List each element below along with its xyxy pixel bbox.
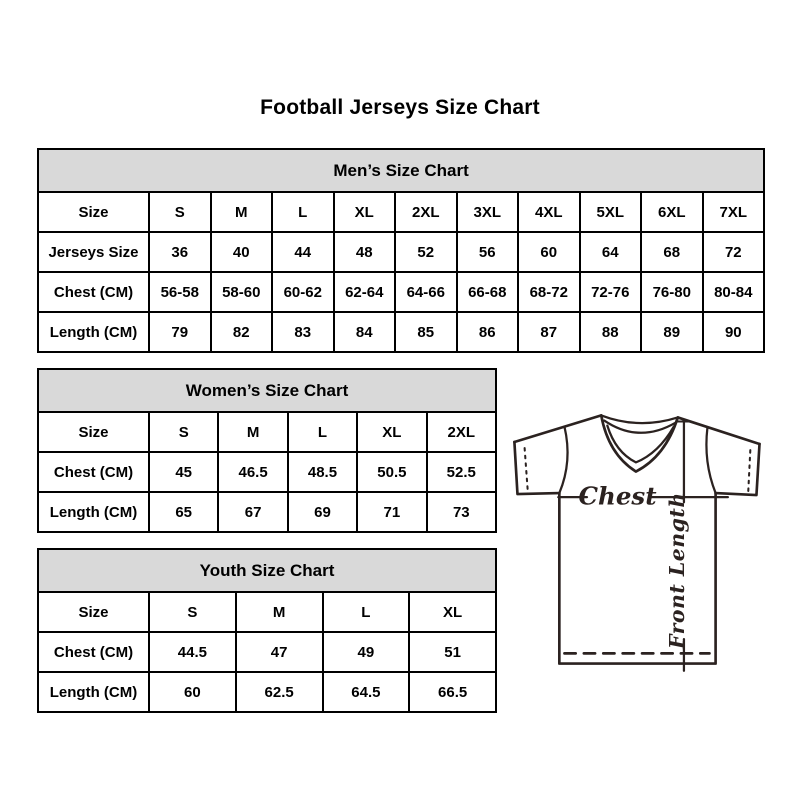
- table-cell: 87: [518, 312, 580, 352]
- table-cell: XL: [334, 192, 396, 232]
- table-cell: 48.5: [288, 452, 357, 492]
- table-cell: 58-60: [211, 272, 273, 312]
- table-cell: S: [149, 412, 218, 452]
- table-cell: 62-64: [334, 272, 396, 312]
- row-label: Length (CM): [38, 312, 149, 352]
- table-cell: 64: [580, 232, 642, 272]
- table-cell: 80-84: [703, 272, 765, 312]
- mens-size-chart-table: [37, 148, 765, 353]
- table-cell: XL: [357, 412, 426, 452]
- table-cell: S: [149, 592, 236, 632]
- table-cell: 51: [409, 632, 496, 672]
- table-cell: 64-66: [395, 272, 457, 312]
- table-cell: 52: [395, 232, 457, 272]
- table-cell: M: [218, 412, 287, 452]
- table-cell: L: [323, 592, 410, 632]
- table-cell: 56-58: [149, 272, 211, 312]
- chest-label: Chest: [578, 481, 657, 511]
- table-cell: 45: [149, 452, 218, 492]
- table-cell: 69: [288, 492, 357, 532]
- table-cell: 84: [334, 312, 396, 352]
- table-cell: 40: [211, 232, 273, 272]
- table-cell: 47: [236, 632, 323, 672]
- table-cell: 60: [518, 232, 580, 272]
- table-cell: 52.5: [427, 452, 496, 492]
- row-label: Length (CM): [38, 672, 149, 712]
- table-cell: 90: [703, 312, 765, 352]
- table-cell: 60-62: [272, 272, 334, 312]
- table-cell: 6XL: [641, 192, 703, 232]
- jersey-collar-back-arc: [601, 415, 678, 423]
- table-cell: 50.5: [357, 452, 426, 492]
- table-cell: 36: [149, 232, 211, 272]
- table-cell: 65: [149, 492, 218, 532]
- table-cell: 2XL: [395, 192, 457, 232]
- table-cell: 88: [580, 312, 642, 352]
- jersey-left-sleeve-seam: [559, 427, 567, 493]
- row-label: Chest (CM): [38, 632, 149, 672]
- table-cell: 76-80: [641, 272, 703, 312]
- table-cell: XL: [409, 592, 496, 632]
- table-cell: 73: [427, 492, 496, 532]
- womens-size-chart-table: [37, 368, 497, 533]
- table-cell: 5XL: [580, 192, 642, 232]
- table-cell: 72: [703, 232, 765, 272]
- youth-size-chart-table: [37, 548, 497, 713]
- table-cell: 68-72: [518, 272, 580, 312]
- row-label: Size: [38, 412, 149, 452]
- row-label: Length (CM): [38, 492, 149, 532]
- jersey-collar-inner-v: [607, 426, 673, 463]
- table-cell: 2XL: [427, 412, 496, 452]
- table-cell: M: [211, 192, 273, 232]
- table-cell: L: [272, 192, 334, 232]
- table-cell: 86: [457, 312, 519, 352]
- table-cell: 46.5: [218, 452, 287, 492]
- table-cell: 44.5: [149, 632, 236, 672]
- table-cell: 7XL: [703, 192, 765, 232]
- table-cell: 49: [323, 632, 410, 672]
- jersey-left-sleeve: [514, 442, 559, 494]
- jersey-right-cuff-stitch-line: [748, 450, 750, 491]
- jersey-right-sleeve: [716, 444, 760, 495]
- table-cell: 83: [272, 312, 334, 352]
- table-cell: 72-76: [580, 272, 642, 312]
- table-cell: 44: [272, 232, 334, 272]
- jersey-body-outline: [559, 493, 715, 664]
- front-length-label: Front Length: [664, 492, 689, 649]
- table-cell: 66-68: [457, 272, 519, 312]
- table-cell: 62.5: [236, 672, 323, 712]
- table-cell: 66.5: [409, 672, 496, 712]
- table-cell: 3XL: [457, 192, 519, 232]
- table-cell: M: [236, 592, 323, 632]
- table-cell: 71: [357, 492, 426, 532]
- table-cell: 79: [149, 312, 211, 352]
- table-cell: S: [149, 192, 211, 232]
- table-cell: 56: [457, 232, 519, 272]
- table-cell: 89: [641, 312, 703, 352]
- row-label: Size: [38, 592, 149, 632]
- table-cell: L: [288, 412, 357, 452]
- table-cell: 85: [395, 312, 457, 352]
- row-label: Size: [38, 192, 149, 232]
- table-cell: 60: [149, 672, 236, 712]
- table-cell: 48: [334, 232, 396, 272]
- table-section-header: Women’s Size Chart: [38, 369, 496, 412]
- jersey-left-shoulder: [514, 415, 601, 442]
- table-cell: 64.5: [323, 672, 410, 712]
- row-label: Chest (CM): [38, 272, 149, 312]
- table-cell: 4XL: [518, 192, 580, 232]
- table-cell: 67: [218, 492, 287, 532]
- jersey-measurement-diagram: [500, 396, 778, 684]
- jersey-right-sleeve-seam: [706, 428, 715, 493]
- table-cell: 82: [211, 312, 273, 352]
- row-label: Jerseys Size: [38, 232, 149, 272]
- row-label: Chest (CM): [38, 452, 149, 492]
- jersey-left-cuff-stitch-line: [525, 448, 528, 490]
- page-title: Football Jerseys Size Chart: [260, 96, 540, 119]
- table-cell: 68: [641, 232, 703, 272]
- table-section-header: Youth Size Chart: [38, 549, 496, 592]
- table-section-header: Men’s Size Chart: [38, 149, 764, 192]
